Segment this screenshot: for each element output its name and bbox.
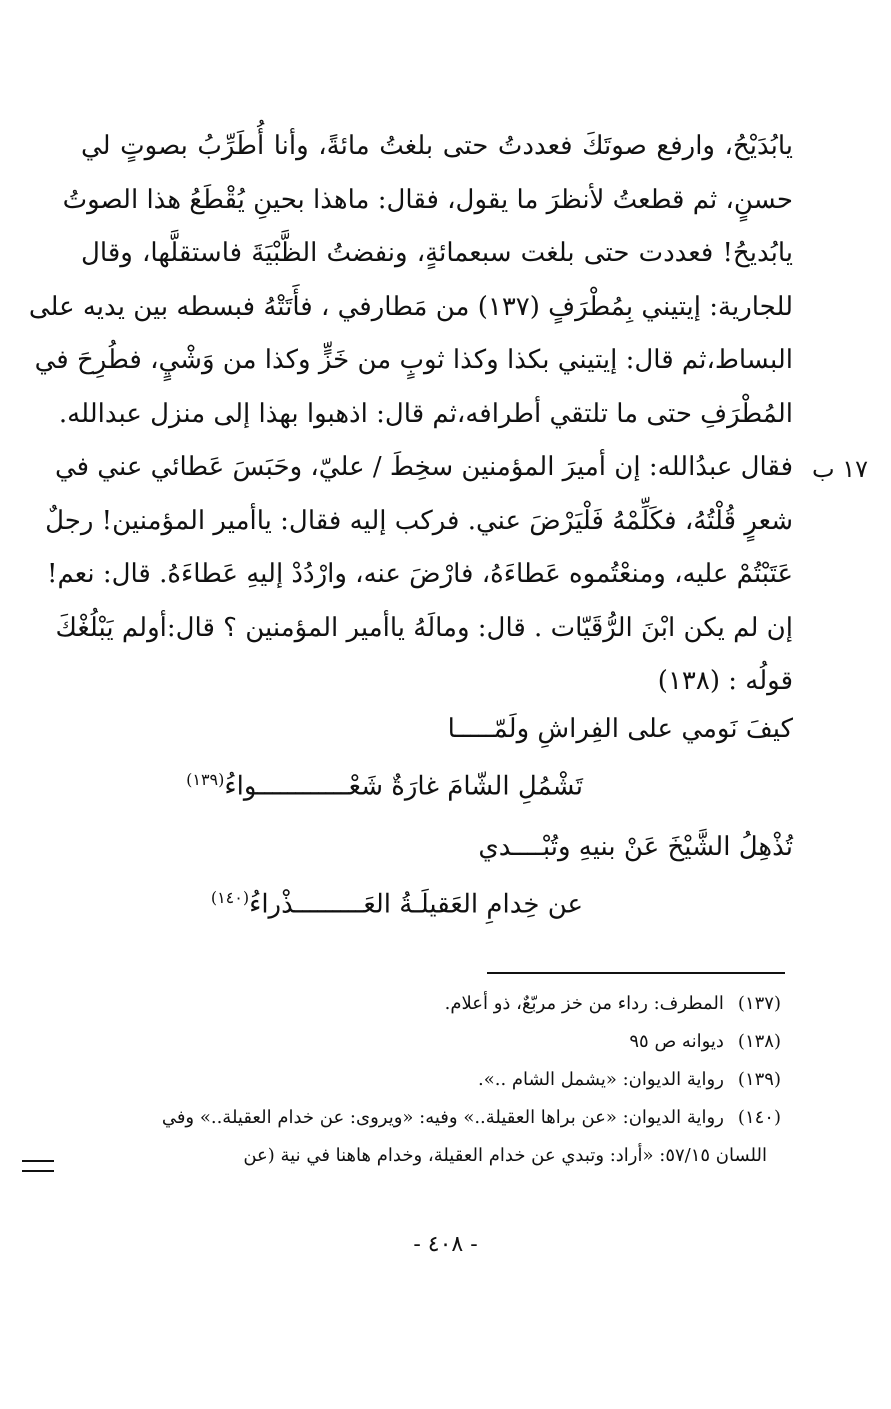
footnote-number: (١٣٩) — [737, 1069, 781, 1090]
text-line: يابُديحُ! فعددت حتى بلغت سبعمائةٍ، ونفضتُ الظَّبْيَةَ فاستقلَّها، وقال — [81, 238, 793, 268]
text-line: إن لم يكن ابْنَ الرُّقَيّات . قال: ومالَهُ ياأمير المؤمنين ؟ قال:أولم يَبْلُغْكَ — [55, 612, 793, 643]
footnote-text: المطرف: رداء من خز مربّعٌ، ذو أعلام. — [444, 993, 724, 1014]
footnote-number: (١٣٨) — [737, 1031, 781, 1052]
verse-2-second-hemistich — [211, 888, 583, 920]
text-line: للجارية: إيتيني بِمُطْرَفٍ (١٣٧) من مَطارفي ، فأَتَتْهُ فبسطه بين يديه على — [28, 291, 793, 322]
footnote-text: ديوانه ص ٩٥ — [629, 1031, 724, 1052]
footnote — [91, 1023, 781, 1061]
footnote-ref: (١٣٩) — [186, 770, 225, 789]
verse-text: تَشْمُلِ الشّامَ غارَةٌ شَعْــــــــــــواءُ — [224, 771, 583, 802]
footnote-text: رواية الديوان: «عن براها العقيلة..» وفيه: «ويروى: عن خدام العقيلة..» وفي — [161, 1107, 724, 1128]
verse-2-first-hemistich: تُذْهِلُ الشَّيْخَ عَنْ بنيهِ وتُبْــــدي — [478, 832, 793, 862]
verse-1-second-hemistich — [186, 770, 583, 802]
footnote-separator — [487, 972, 785, 974]
text-line: المُطْرَفِ حتى ما تلتقي أطرافه،ثم قال: اذهبوا بهذا إلى منزل عبدالله. — [58, 398, 793, 429]
page-number: - ٤٠٨ - — [413, 1232, 478, 1257]
text-line: البساط،ثم قال: إيتيني بكذا وكذا ثوبٍ من خَزٍّ وكذا من وَشْيٍ، فطُرِحَ في — [34, 345, 793, 375]
text-line: يابُدَيْحُ، وارفع صوتَكَ فعددتُ حتى بلغتُ مائةً، وأنا أُطَرِّبُ بصوتٍ لي — [81, 131, 793, 161]
main-text — [28, 120, 793, 709]
footnote-number: (١٤٠) — [737, 1107, 781, 1128]
continuation-mark — [22, 1160, 54, 1172]
text-line: حسنٍ، ثم قطعتُ لأنظرَ ما يقول، فقال: ماهذا بحينِ يُقْطَعُ هذا الصوتُ — [62, 184, 793, 215]
text-line: عَتَبْتُمْ عليه، ومنعْتُموه عَطاءَهُ، فارْضَ عنه، وارْدُدْ إليهِ عَطاءَهُ. قال: نعم! — [47, 559, 793, 589]
footnote-continuation — [91, 1137, 781, 1175]
verse-text: عن خِدامِ العَقيلَـةُ العَـــــــــذْراءُ — [249, 889, 583, 920]
footnote — [91, 1061, 781, 1099]
manuscript-folio-marker: ١٧ ب — [812, 455, 869, 483]
footnote-text: رواية الديوان: «يشمل الشام ..». — [477, 1069, 724, 1090]
footnote — [91, 1099, 781, 1137]
text-line: فقال عبدُالله: إن أميرَ المؤمنين سخِطَ / عليّ، وحَبَسَ عَطائي عني في — [54, 452, 793, 482]
footnotes — [91, 985, 781, 1175]
footnote-ref: (١٤٠) — [210, 888, 250, 907]
footnote-number: (١٣٧) — [737, 993, 781, 1014]
footnote-text: اللسان ٥٧/١٥: «أراد: وتبدي عن خدام العقيلة، وخدام هاهنا في نية (عن — [243, 1145, 767, 1166]
footnote — [91, 985, 781, 1023]
text-line: قولُه : (١٣٨) — [657, 666, 793, 696]
text-line: شعرٍ قُلْتُهُ، فكَلِّمْهُ فَلْيَرْضَ عني. فركب إليه فقال: ياأمير المؤمنين! رجلٌ — [45, 505, 793, 536]
verse-1-first-hemistich: كيفَ نَومي على الفِراشِ ولَمّـــــا — [447, 714, 793, 744]
